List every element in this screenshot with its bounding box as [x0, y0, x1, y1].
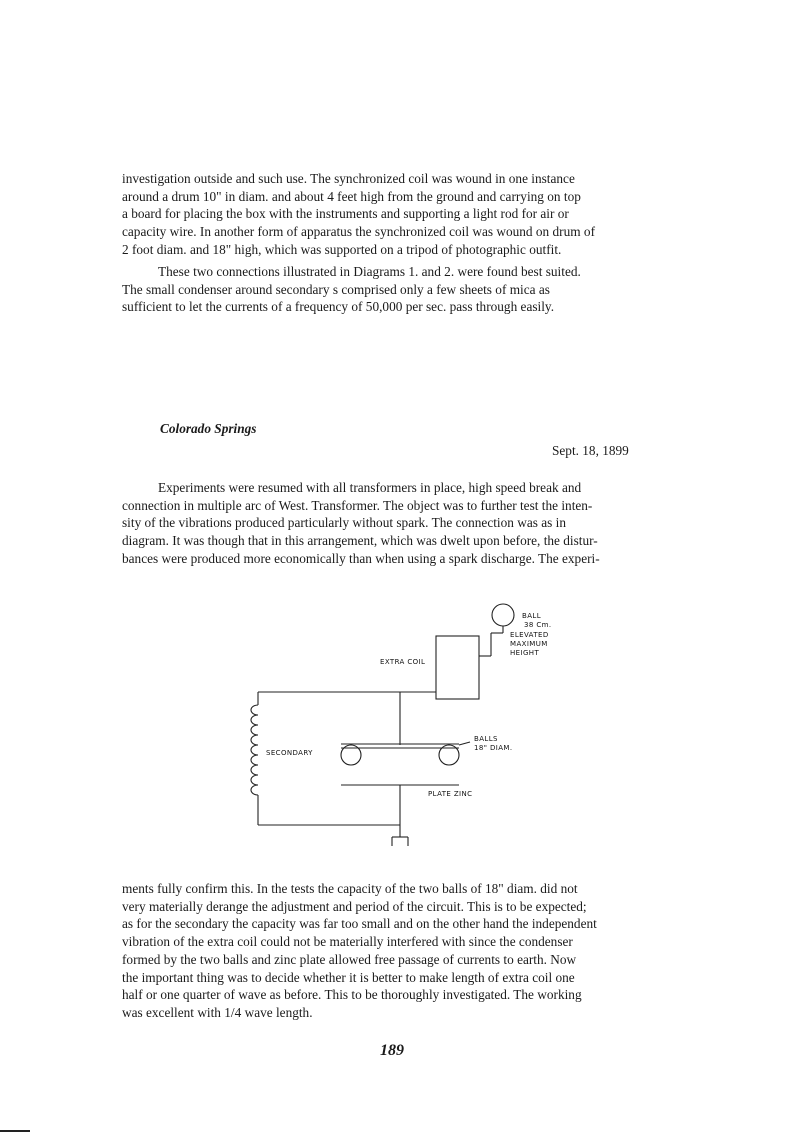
- pointer: [459, 742, 470, 745]
- label-balls-diam: 18" DIAM.: [474, 744, 513, 752]
- label-ball-size: 38 Cm.: [524, 621, 552, 629]
- text-line: bances were produced more economically than when using a spark discharge. The experi-: [122, 550, 600, 566]
- text-line: The small condenser around secondary s comprised only a few sheets of mica as: [122, 281, 550, 297]
- text-line: capacity wire. In another form of apparatus the synchronized coil was wound on drum of: [122, 224, 595, 240]
- elevated-ball: [492, 604, 514, 626]
- label-ball: BALL: [522, 612, 541, 620]
- text-line: around a drum 10" in diam. and about 4 feet high from the ground and carrying on top: [122, 188, 581, 204]
- label-secondary: SECONDARY: [266, 749, 313, 757]
- text-line: diagram. It was though that in this arrangement, which was dwelt upon before, the distur-: [122, 533, 598, 549]
- text-line: formed by the two balls and zinc plate allowed free passage of currents to earth. Now: [122, 951, 577, 967]
- text-line: Experiments were resumed with all transformers in place, high speed break and: [158, 480, 582, 495]
- text-line: was excellent with 1/4 wave length.: [122, 1004, 313, 1020]
- text-line: sufficient to let the currents of a frequency of 50,000 per sec. pass through easily.: [122, 299, 555, 315]
- entry-place: Colorado Springs: [160, 421, 257, 436]
- text-line: ments fully confirm this. In the tests the capacity of the two balls of 18" diam. did not: [122, 881, 578, 896]
- page-number: 189: [380, 1042, 404, 1059]
- text-line: the important thing was to decide whether it is better to make length of extra coil one: [122, 969, 575, 985]
- extra-coil-box: [436, 636, 479, 699]
- text-line: 2 foot diam. and 18" high, which was supported on a tripod of photographic outfit.: [122, 241, 562, 257]
- text-line: very materially derange the adjustment and period of the circuit. This is to be expected;: [122, 898, 587, 914]
- label-height: HEIGHT: [510, 649, 540, 657]
- paragraph-results: [122, 880, 680, 1022]
- text-line: a board for placing the box with the instruments and supporting a light rod for air or: [122, 206, 569, 222]
- text-line: as for the secondary the capacity was far too small and on the other hand the independent: [122, 916, 597, 932]
- text-line: half or one quarter of wave as before. This to be thoroughly investigated. The working: [122, 987, 582, 1003]
- entry-date: Sept. 18, 1899: [552, 443, 629, 458]
- label-balls: BALLS: [474, 735, 498, 743]
- label-maximum: MAXIMUM: [510, 640, 548, 648]
- text-line: These two connections illustrated in Diagrams 1. and 2. were found best suited.: [158, 264, 581, 279]
- label-elevated: ELEVATED: [510, 631, 549, 639]
- text-line: investigation outside and such use. The synchronized coil was wound in one instance: [122, 171, 575, 186]
- text-line: connection in multiple arc of West. Transformer. The object was to further test the inten-: [122, 497, 593, 513]
- text-line: vibration of the extra coil could not be materially interfered with since the condenser: [122, 934, 573, 950]
- label-plate-zinc: PLATE ZINC: [428, 790, 473, 798]
- scan-edge-mark: [0, 1130, 30, 1132]
- text-line: sity of the vibrations produced particularly without spark. The connection was as in: [122, 515, 566, 531]
- secondary-coil: [251, 705, 258, 795]
- label-extra-coil: EXTRA COIL: [380, 658, 426, 666]
